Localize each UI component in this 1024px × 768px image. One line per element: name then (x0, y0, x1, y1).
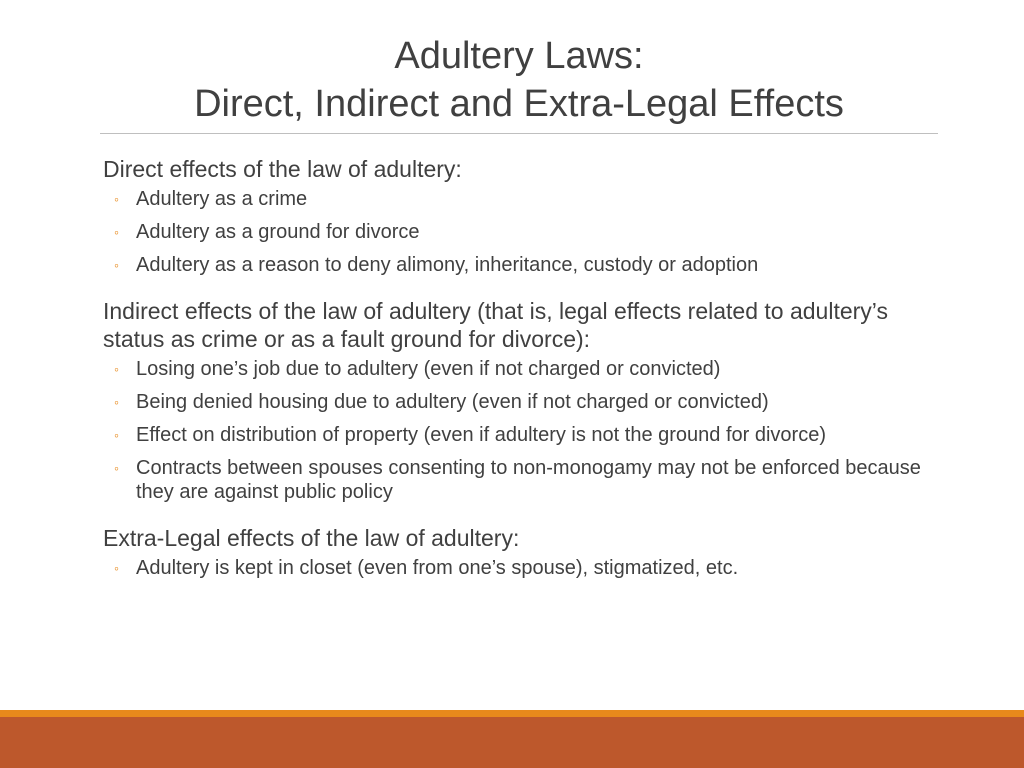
bullet-text: Effect on distribution of property (even if adultery is not the ground for divorce) (136, 424, 826, 446)
section-heading: Direct effects of the law of adultery: (103, 156, 462, 182)
slide-body (103, 155, 923, 589)
footer-accent-stripe (0, 710, 1024, 717)
bullet-item (103, 456, 923, 504)
bullet-icon: ◦ (114, 257, 119, 273)
bullet-item (103, 187, 923, 211)
title-line-1: Adultery Laws: (394, 35, 644, 77)
section-direct-effects (103, 155, 923, 277)
bullet-icon: ◦ (114, 394, 119, 410)
section-heading: Indirect effects of the law of adultery (that is, legal effects related to adultery’s status as crime or as a fault ground for divorce): (103, 298, 888, 352)
bullet-item (103, 423, 923, 447)
section-heading: Extra-Legal effects of the law of adultery: (103, 525, 520, 551)
bullet-icon: ◦ (114, 224, 119, 240)
bullet-icon: ◦ (114, 427, 119, 443)
bullet-text: Adultery as a crime (136, 188, 308, 210)
bullet-item (103, 390, 923, 414)
bullet-text: Adultery as a reason to deny alimony, inheritance, custody or adoption (136, 254, 759, 276)
bullet-text: Adultery is kept in closet (even from one’s spouse), stigmatized, etc. (136, 557, 739, 579)
bullet-item (103, 253, 923, 277)
bullet-item (103, 556, 923, 580)
bullet-list (103, 187, 923, 277)
bullet-text: Losing one’s job due to adultery (even if not charged or convicted) (136, 358, 721, 380)
title-divider (100, 133, 938, 134)
bullet-text: Being denied housing due to adultery (even if not charged or convicted) (136, 391, 769, 413)
bullet-item (103, 357, 923, 381)
bullet-text: Adultery as a ground for divorce (136, 221, 420, 243)
bullet-icon: ◦ (114, 361, 119, 377)
bullet-item (103, 220, 923, 244)
title-line-2: Direct, Indirect and Extra-Legal Effects (194, 83, 844, 125)
slide-title (100, 32, 938, 128)
section-indirect-effects (103, 297, 923, 504)
footer-band (0, 717, 1024, 768)
bullet-icon: ◦ (114, 191, 119, 207)
section-extra-legal-effects (103, 524, 923, 580)
bullet-text: Contracts between spouses consenting to non-monogamy may not be enforced because they are against public policy (136, 457, 921, 503)
bullet-icon: ◦ (114, 460, 119, 476)
bullet-list (103, 357, 923, 504)
bullet-list (103, 556, 923, 580)
bullet-icon: ◦ (114, 560, 119, 576)
